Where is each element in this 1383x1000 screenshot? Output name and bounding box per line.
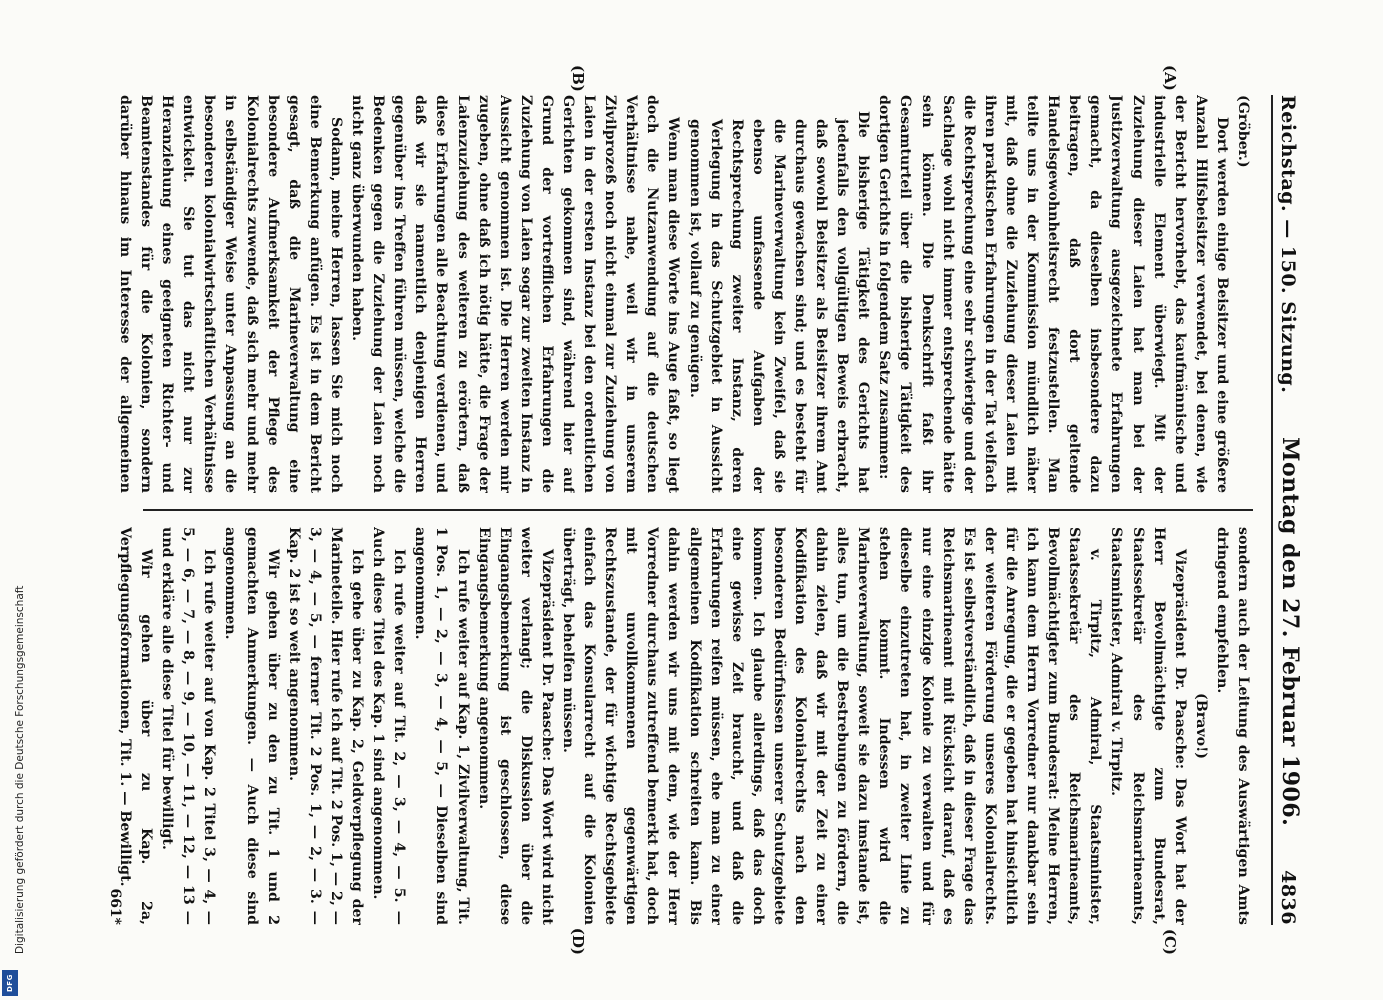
paragraph: Wir gehen über zu den zu Tit. 1 und 2 gemachten Anmerkungen. — Auch diese sind angenommen. [222,527,281,925]
paragraph: Wir gehen über zu Kap. 2a, Verpflegungsformationen, Tit. 1. — Bewilligt. [117,527,155,925]
paragraph: Ich gehe über zu Kap. 2, Geldverpflegung der Marineteile. Hier rufe ich auf Tit. 2 Pos. 1, — 2, — 3, — 4, — 5, — ferner Tit. 2 Pos. 1, — 2, — 3. — Kap. 2 ist so weit angenommen. [285,527,366,925]
margin-mark-a: (A) [1161,65,1179,91]
header-date: Montag den 27. Februar 1906. [1277,437,1303,827]
header-rule [1271,95,1273,925]
paragraph: Ich rufe weiter auf Kap. 1, Zivilverwaltung, Tit. 1 Pos. 1, — 2, — 3, — 4, — 5, — Dieselben sind angenommen. [412,527,471,925]
page-header [1277,95,1323,925]
margin-mark-b: (B) [569,65,587,92]
page-number: 4836 [1277,870,1299,925]
paragraph: sondern auch der Leitung des Auswärtigen Amts dringend empfehlen. [1213,527,1251,925]
paragraph [113,527,114,925]
column-divider [143,509,1253,511]
quotation: Die bisherige Tätigkeit des Gerichts hat jedenfalls den vollgültigen Beweis erbracht, daß sowohl Beisitzer als Beisitzer ihrem Amt durchaus gewachsen sind; und es besteht für die Marineverwaltung kein Zweifel, daß sie ebenso umfassende Aufgaben der Rechtsprechung zweiter Instanz, deren Verlegung in das Schutzgebiet in Aussicht genommen ist, vollauf zu genügen. [686,111,872,493]
header-title: Reichstag. — 150. Sitzung. [1277,95,1299,394]
margin-mark-d: (D) [569,927,587,955]
side-strip [0,0,26,1000]
text-columns [107,65,1253,955]
paragraph: Vizepräsident Dr. Paasche: Das Wort hat der Herr Bevollmächtigte zum Bundesrat, Staatssekretär des Reichsmarineamts, Staatsminister, Admiral v. Tirpitz. [1108,527,1188,925]
paragraph: Ich rufe weiter auf von Kap. 2 Titel 3, — 4, — 5, — 6, — 7, — 8, — 9, — 10, — 11, — 12, — 13 — und erkläre alle diese Titel für bewilligt. [159,527,218,925]
dfg-logo: DFG [2,970,18,996]
paragraph: Sodann, meine Herren, lassen Sie mich noch eine Bemerkung anfügen. Es ist in dem Bericht gesagt, daß die Marineverwaltung eine besondere Aufmerksamkeit der Pflege des Kolonialrechts zuwende, daß sich mehr und mehr in selbständiger Weise unter Anpassung an die besonderen kolonialwirtschaftlichen Verhältnisse entwickelt. Sie tut das nicht nur zur Heranziehung eines geeigneten Richter- und Beamtenstandes für die Kolonien, sondern darüber hinaus im Interesse der allgemeinen [117,95,344,493]
paragraph: Vizepräsident Dr. Paasche: Das Wort wird nicht weiter verlangt; die Diskussion über die Eingangsbemerkung ist geschlossen, diese Eingangsbemerkung angenommen. [475,527,555,925]
left-column [113,95,1253,493]
page-sheet [107,65,1323,955]
funding-note: Digitalisierung gefördert durch die Deutsche Forschungsgemeinschaft [14,585,26,954]
paragraph: Wenn man diese Worte ins Auge faßt, so liegt doch die Nutzanwendung auf die deutschen Verhältnisse nahe, weil wir in unserem Zivilprozeß noch nicht einmal zur Zuziehung von Laien in der ersten Instanz bei den ordentlichen Gerichten gekommen sind, während hier auf Grund der vortrefflichen Erfahrungen die Zuziehung von Laien sogar zur zweiten Instanz in Aussicht genommen ist. Die Herren werden mir zugeben, ohne daß ich nötig hätte, die Frage der Laienzuziehung des weiteren zu erörtern, daß diese Erfahrungen alle Beachtung verdienen, und daß wir sie namentlich denjenigen Herren gegenüber ins Treffen führen müssen, welche die Bedenken gegen die Zuziehung der Laien noch nicht ganz überwunden haben. [349,95,682,493]
speaker-label: (Gröber.) [1235,95,1251,168]
paragraph: Dort werden einige Beisitzer und eine größere Anzahl Hilfsbeisitzer verwendet, bei denen, wie der Bericht hervorhebt, das kaufmännische und industrielle Element überwiegt. Mit der Zuziehung dieser Laien hat man bei der Justizverwaltung ausgezeichnete Erfahrungen gemacht, da dieselben insbesondere dazu beitragen, daß dort geltende Handelsgewohnheitsrecht festzustellen. Man teilte uns in der Kommission mündlich näher mit, daß ohne die Zuziehung dieser Laien mit ihren praktischen Erfahrungen in der Tat vielfach die Rechtsprechung eine sehr schwierige und der Sachlage wohl nicht immer entsprechende hätte sein können. Die Denkschrift faßt ihr Gesamturteil über die bisherige Tätigkeit des dortigen Gerichts in folgendem Satz zusammen: [876,95,1230,493]
paragraph: Ich rufe weiter auf Tit. 2, — 3, — 4, — 5. — Auch diese Titel des Kap. 1 sind angenommen. [370,527,408,925]
right-column [113,527,1253,925]
interjection: (Bravo!) [1192,692,1209,760]
margin-mark-c: (C) [1161,928,1179,955]
paragraph: v. Tirpitz, Admiral, Staatsminister, Staatssekretär des Reichsmarineamts, Bevollmächtigter zum Bundesrat: Meine Herren, ich kann dem Herrn Vorredner nur dankbar sein für die Anregung, die er gegeben hat hinsichtlich der weiteren Förderung unseres Kolonialrechts. Es ist selbstverständlich, daß in dieser Frage das Reichsmarineamt mit Rücksicht darauf, daß es nur eine einzige Kolonie zu verwalten und für dieselbe einzutreten hat, in zweiter Linie zu stehen kommt. Indessen wird die Marineverwaltung, soweit sie dazu imstande ist, alles tun, um die Bestrebungen zu fördern, die dahin zielen, daß wir mit der Zeit zu einer Kodifikation des Kolonialrechts nach den besonderen Bedürfnissen unserer Schutzgebiete kommen. Ich glaube allerdings, daß das doch eine gewisse Zeit braucht, und daß die Erfahrungen reifen müssen, ehe man zu einer allgemeinen Kodifikation schreiten kann. Bis dahin werden wir uns mit dem, wie der Herr Vorredner durchaus zutreffend bemerkt hat, doch mit unvollkommenen gegenwärtigen Rechtszustande, der für wichtige Rechtsgebiete einfach das Konsularrecht auf die Kolonien überträgt, behelfen müssen. [560,527,1104,925]
signature-number: 661* [107,888,123,925]
